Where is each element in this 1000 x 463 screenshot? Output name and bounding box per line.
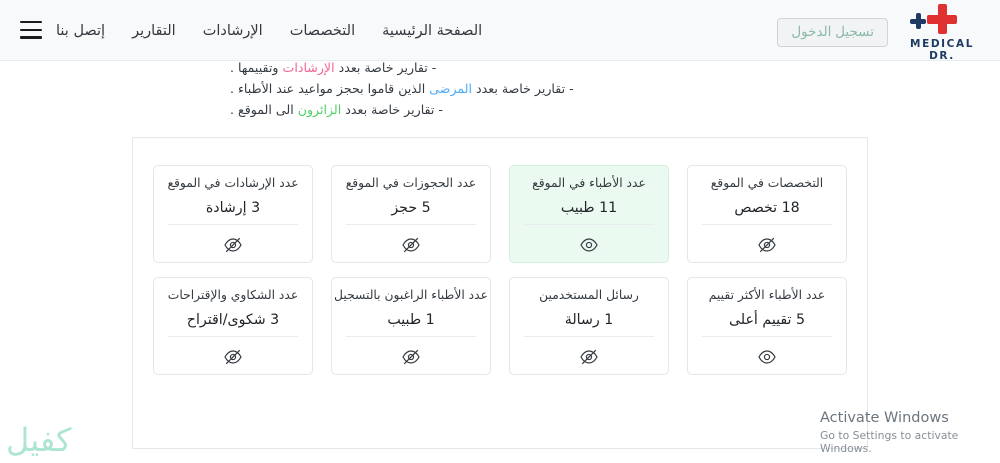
stat-card-guidance[interactable]	[153, 165, 313, 263]
note-prefix: - تقارير خاصة بعدد	[334, 60, 437, 75]
stat-card-value: 1 رسالة	[564, 311, 614, 328]
activate-windows-subtitle: Go to Settings to activate Windows.	[820, 429, 959, 455]
divider	[168, 224, 298, 225]
eye-off-icon[interactable]	[154, 349, 312, 365]
note-item	[230, 60, 1000, 75]
stat-card-pending-doctors[interactable]	[331, 277, 491, 375]
stat-card-title: عدد الحجوزات في الموقع	[345, 176, 477, 190]
hamburger-menu-icon[interactable]	[20, 21, 42, 39]
divider	[346, 224, 476, 225]
divider	[346, 336, 476, 337]
eye-off-icon[interactable]	[688, 237, 846, 253]
note-suffix: الى الموقع .	[230, 102, 298, 117]
note-highlight: المرضى	[429, 81, 473, 96]
nav-link-contact[interactable]: إتصل بنا	[56, 22, 106, 39]
stat-card-top-rated-doctors[interactable]	[687, 277, 847, 375]
eye-off-icon[interactable]	[332, 349, 490, 365]
nav-link-reports[interactable]: التقارير	[132, 22, 176, 39]
stat-card-user-messages[interactable]	[509, 277, 669, 375]
activate-windows-title: Activate Windows	[820, 410, 949, 426]
eye-off-icon[interactable]	[510, 349, 668, 365]
medical-cross-icon	[915, 4, 969, 34]
stat-card-title: عدد الأطباء الأكثر تقييم	[708, 288, 826, 302]
divider	[524, 224, 654, 225]
nav-link-specialties[interactable]: التخصصات	[289, 22, 356, 39]
divider	[168, 336, 298, 337]
stat-card-title: عدد الشكاوي والإقتراحات	[167, 288, 299, 302]
stat-card-title: التخصصات في الموقع	[710, 176, 824, 190]
stat-card-title: عدد الأطباء الراغبون بالتسجيل	[334, 288, 488, 302]
note-highlight: الزائرون	[297, 102, 342, 117]
divider	[702, 336, 832, 337]
top-navbar	[0, 0, 1000, 61]
stat-card-doctors[interactable]	[509, 165, 669, 263]
eye-icon[interactable]	[688, 349, 846, 365]
note-prefix: - تقارير خاصة بعدد	[341, 102, 443, 117]
note-prefix: - تقارير خاصة بعدد	[472, 81, 574, 96]
stat-card-value: 3 شكوى/اقتراح	[186, 311, 280, 328]
brand[interactable]	[896, 4, 988, 62]
stat-card-bookings[interactable]	[331, 165, 491, 263]
note-suffix: الذين قاموا بحجز مواعيد عند الأطباء .	[230, 81, 430, 96]
divider	[524, 336, 654, 337]
nav-link-home[interactable]: الصفحة الرئيسية	[382, 22, 483, 39]
stat-card-value: 3 إرشادة	[205, 199, 261, 216]
stat-card-value: 5 حجز	[391, 199, 431, 216]
nav-link-guidance[interactable]: الإرشادات	[202, 22, 263, 39]
login-button[interactable]: تسجيل الدخول	[777, 18, 888, 47]
divider	[702, 224, 832, 225]
stat-card-specialties[interactable]	[687, 165, 847, 263]
stat-card-value: 5 تقييم أعلى	[728, 311, 806, 328]
notes-list	[110, 60, 1000, 123]
note-item	[230, 81, 1000, 96]
note-item	[230, 102, 1000, 117]
brand-text: MEDICAL DR.	[910, 38, 974, 62]
eye-off-icon[interactable]	[332, 237, 490, 253]
eye-off-icon[interactable]	[154, 237, 312, 253]
eye-icon[interactable]	[510, 237, 668, 253]
note-suffix: وتقييمها .	[230, 60, 283, 75]
stat-card-title: عدد الأطباء في الموقع	[532, 176, 646, 190]
activate-windows-watermark	[820, 410, 1000, 455]
note-highlight: الإرشادات	[282, 60, 335, 75]
stat-card-value: 1 طبيب	[387, 311, 435, 328]
stat-card-value: 11 طبيب	[560, 199, 618, 216]
stat-card-value: 18 تخصص	[734, 199, 800, 216]
stat-card-title: رسائل المستخدمين	[539, 288, 639, 302]
stat-card-complaints[interactable]	[153, 277, 313, 375]
stats-card-grid	[133, 138, 867, 375]
stats-panel	[132, 137, 868, 449]
kafeel-watermark-logo: كفيل	[6, 421, 72, 459]
nav-links	[56, 0, 482, 61]
stat-card-title: عدد الإرشادات في الموقع	[167, 176, 299, 190]
